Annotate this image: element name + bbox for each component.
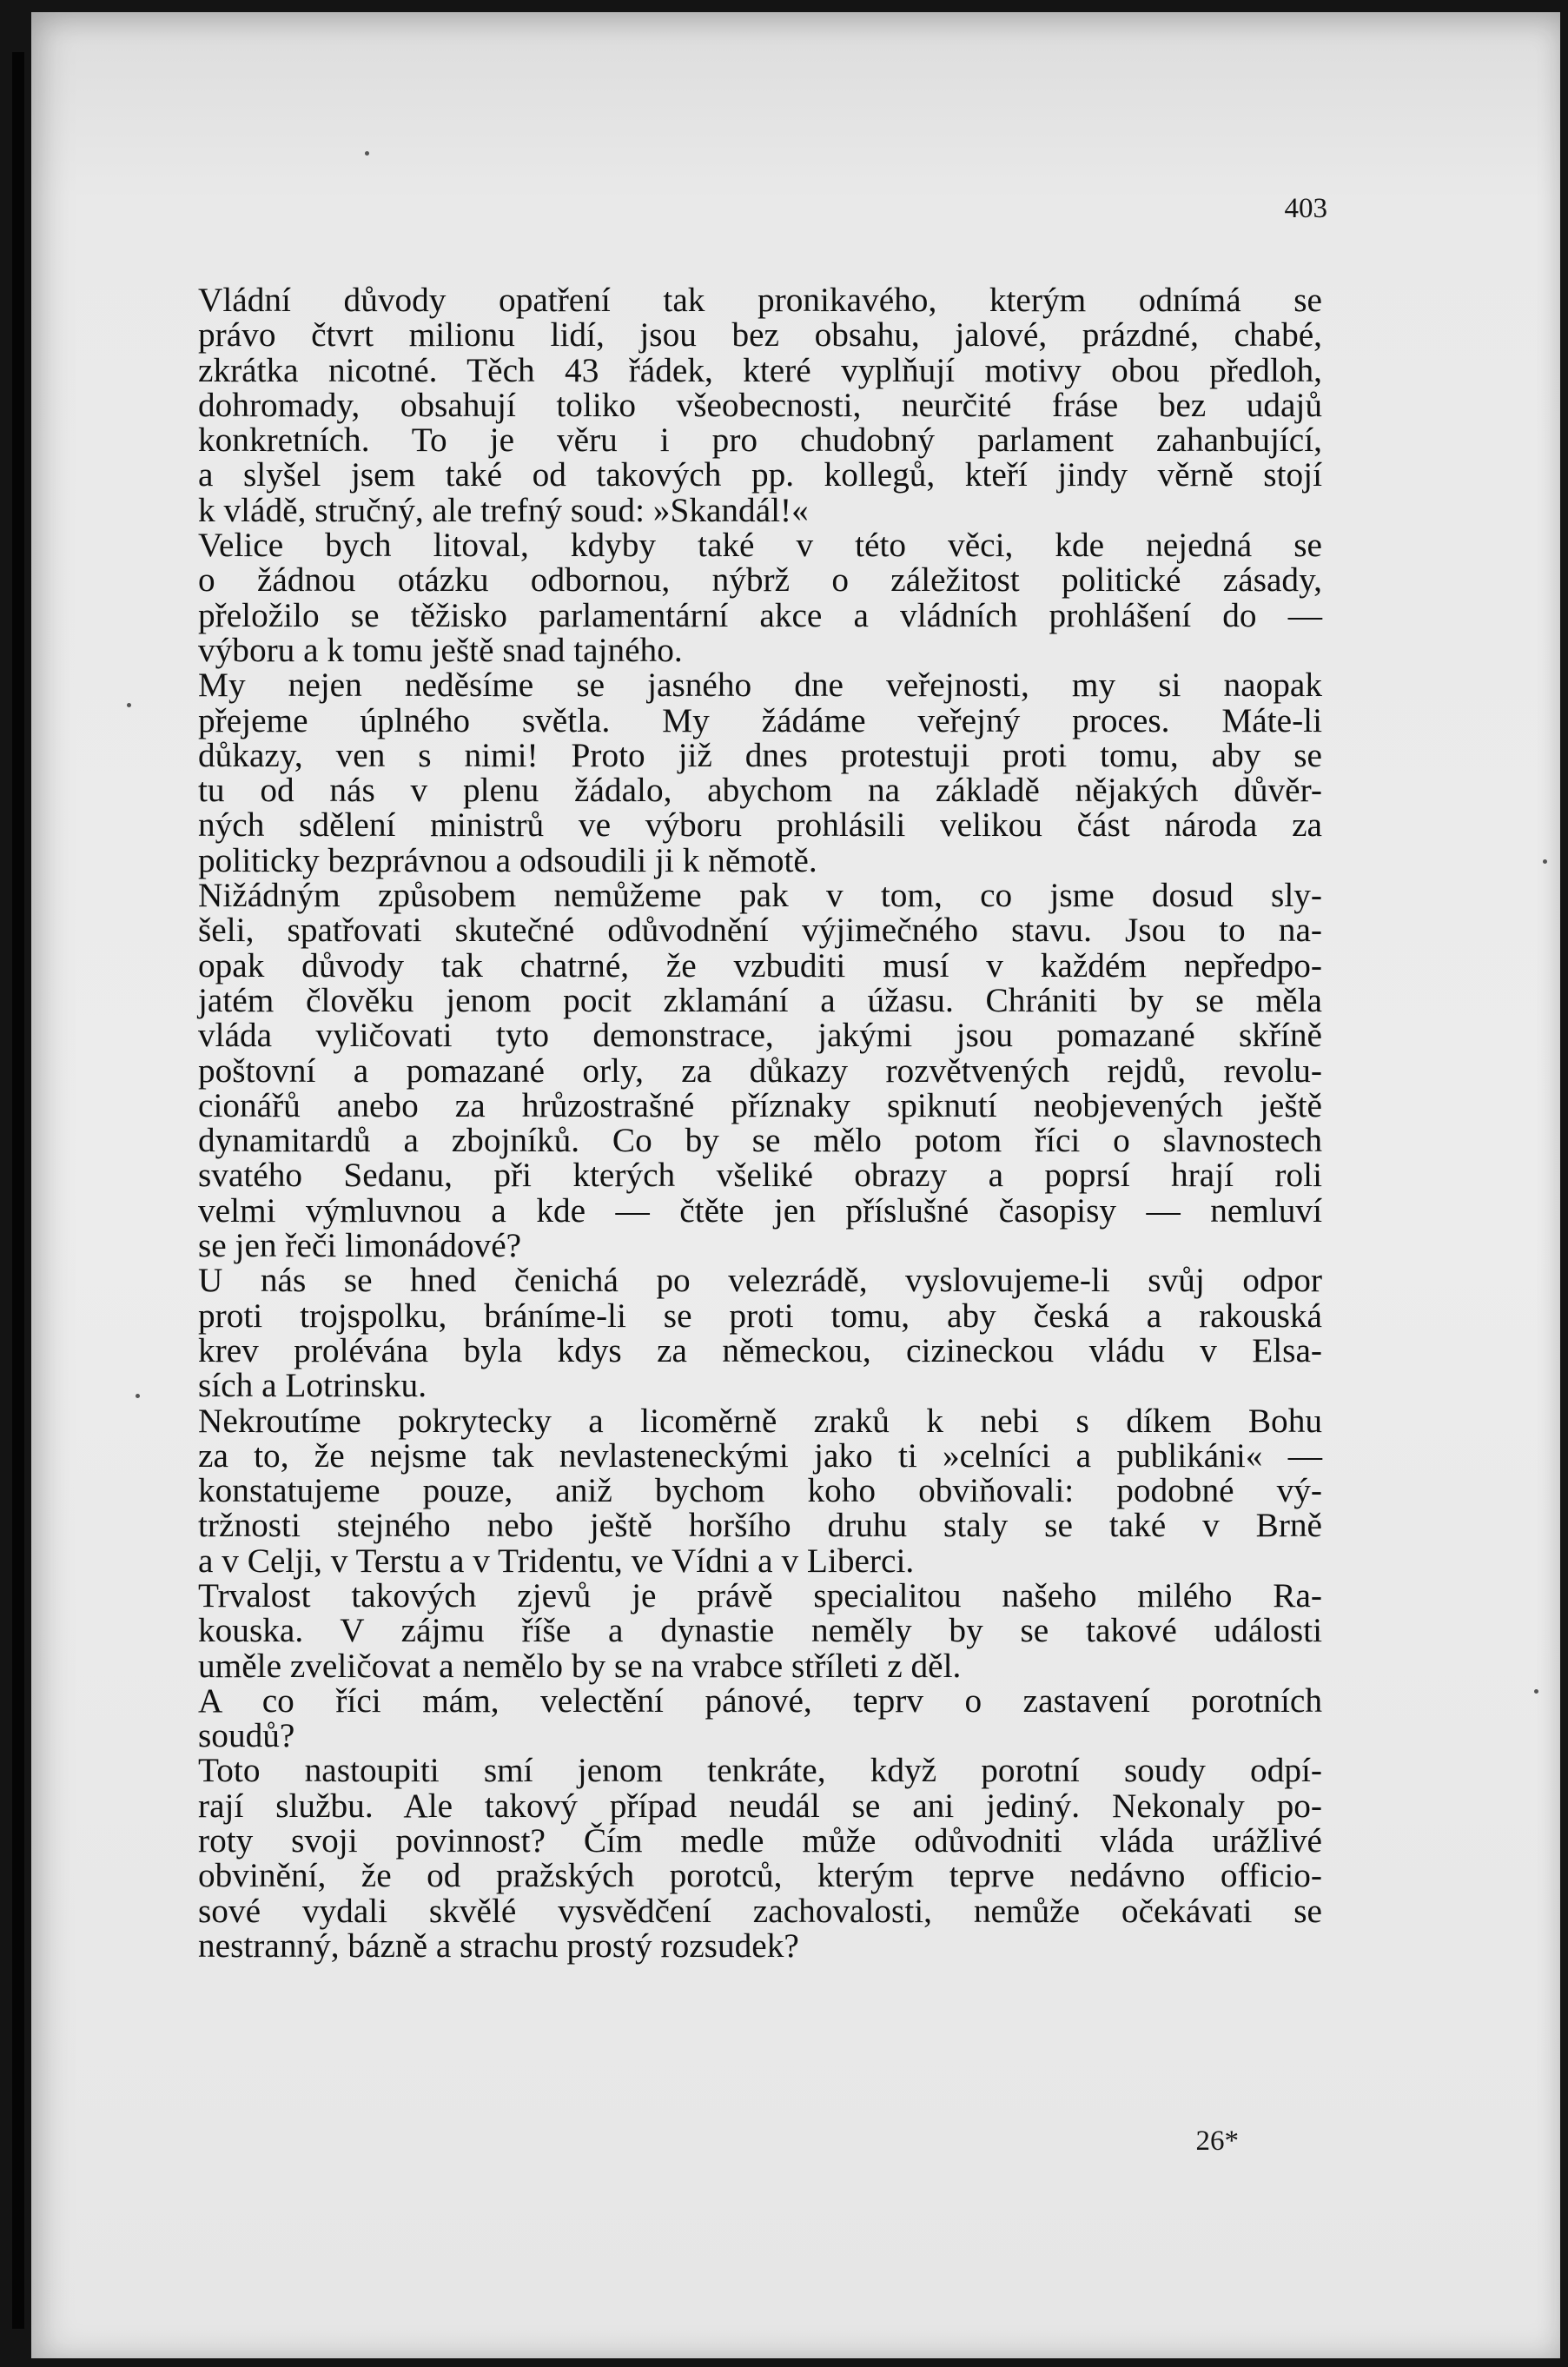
- text-line: proti trojspolku, bráníme-li se proti tomu, aby česká a rakouská: [198, 1296, 1322, 1335]
- text-line: a v Celji, v Terstu a v Tridentu, ve Vídni a v Liberci.: [198, 1541, 915, 1580]
- text-line: šeli, spatřovati skutečné odůvodnění výjimečného stavu. Jsou to na-: [198, 911, 1322, 950]
- text-line: rají službu. Ale takový případ neudál se ani jediný. Nekonaly po-: [198, 1786, 1322, 1825]
- text-line: opak důvody tak chatrné, že vzbuditi musí v každém nepředpo-: [198, 945, 1322, 985]
- text-line: velmi výmluvnou a kde — čtěte jen příslušné časopisy — nemluví: [198, 1190, 1322, 1230]
- text-line: sové vydali skvělé vysvědčení zachovalosti, nemůže očekávati se: [198, 1891, 1322, 1930]
- text-line: Velice bych litoval, kdyby také v této věci, kde nejedná se: [198, 526, 1322, 565]
- paper-speck: [136, 1394, 140, 1398]
- text-line: My nejen neděsíme se jasného dne veřejnosti, my si naopak: [198, 666, 1322, 705]
- text-line: kouska. V zájmu říše a dynastie neměly by se takové události: [198, 1611, 1322, 1650]
- text-line: nestranný, bázně a strachu prostý rozsudek?: [198, 1926, 799, 1965]
- paper-speck: [1534, 1689, 1538, 1694]
- text-line: A co říci mám, velectění pánové, teprv o zastavení porotních: [198, 1681, 1322, 1720]
- text-line: právo čtvrt milionu lidí, jsou bez obsahu, jalové, prázdné, chabé,: [198, 315, 1322, 355]
- text-line: konstatujeme pouze, aniž bychom koho obviňovali: podobné vý-: [198, 1471, 1322, 1510]
- text-line: Nižádným způsobem nemůžeme pak v tom, co jsme dosud sly-: [198, 876, 1322, 915]
- body-text: [198, 282, 1322, 1963]
- text-line: jatém člověku jenom pocit zklamání a úžasu. Chrániti by se měla: [198, 980, 1322, 1019]
- text-line: krev prolévána byla kdys za německou, cizineckou vládu v Elsa-: [198, 1330, 1322, 1369]
- page-number: 403: [1284, 193, 1327, 224]
- text-line: se jen řeči limonádové?: [198, 1226, 522, 1265]
- text-line: výboru a k tomu ještě snad tajného.: [198, 630, 683, 669]
- text-line: o žádnou otázku odbornou, nýbrž o záležitost politické zásady,: [198, 560, 1322, 600]
- text-line: za to, že nejsme tak nevlasteneckými jako ti »celníci a publikáni« —: [198, 1435, 1322, 1475]
- text-line: cionářů anebo za hrůzostrašné příznaky spiknutí neobjevených ještě: [198, 1085, 1322, 1124]
- text-line: obvinění, že od pražských porotců, kterým teprve nedávno officio-: [198, 1856, 1322, 1895]
- text-line: svatého Sedanu, při kterých všeliké obrazy a poprsí hrají roli: [198, 1156, 1322, 1195]
- text-line: tržnosti stejného nebo ještě horšího druhu staly se také v Brně: [198, 1506, 1322, 1545]
- paper-speck: [127, 703, 131, 707]
- text-line: k vládě, stručný, ale trefný soud: »Skandál!«: [198, 490, 809, 529]
- text-line: dohromady, obsahují toliko všeobecnosti, neurčité fráse bez udajů: [198, 385, 1322, 424]
- text-line: soudů?: [198, 1716, 295, 1755]
- paper-speck: [1543, 859, 1547, 864]
- text-line: přeložilo se těžisko parlamentární akce a vládních prohlášení do —: [198, 595, 1322, 634]
- text-line: dynamitardů a zbojníků. Co by se mělo potom říci o slavnostech: [198, 1121, 1322, 1160]
- text-line: a slyšel jsem také od takových pp. kollegů, kteří jindy věrně stojí: [198, 455, 1322, 494]
- paper-speck: [365, 151, 369, 156]
- text-line: důkazy, ven s nimi! Proto již dnes protestuji proti tomu, aby se: [198, 735, 1322, 774]
- text-line: konkretních. To je věru i pro chudobný parlament zahanbující,: [198, 421, 1322, 460]
- text-line: roty svoji povinnost? Čím medle může odůvodniti vláda urážlivé: [198, 1821, 1322, 1860]
- text-line: uměle zveličovat a nemělo by se na vrabce stříleti z děl.: [198, 1646, 962, 1685]
- text-line: zkrátka nicotné. Těch 43 řádek, které vyplňují motivy obou předloh,: [198, 350, 1322, 389]
- text-line: Vládní důvody opatření tak pronikavého, kterým odnímá se: [198, 281, 1322, 319]
- text-line: sích a Lotrinsku.: [198, 1366, 427, 1405]
- text-line: poštovní a pomazané orly, za důkazy rozvětvených rejdů, revolu-: [198, 1051, 1322, 1090]
- signature-mark: 26*: [1195, 2125, 1239, 2157]
- text-line: Toto nastoupiti smí jenom tenkráte, když porotní soudy odpí-: [198, 1751, 1322, 1790]
- text-line: Trvalost takových zjevů je právě specialitou našeho milého Ra-: [198, 1575, 1322, 1614]
- text-line: ných sdělení ministrů ve výboru prohlásili velikou část národa za: [198, 806, 1322, 845]
- text-line: politicky bezprávnou a odsoudili ji k němotě.: [198, 840, 817, 879]
- text-line: U nás se hned čenichá po velezrádě, vyslovujeme-li svůj odpor: [198, 1261, 1322, 1300]
- text-line: tu od nás v plenu žádalo, abychom na základě nějakých důvěr-: [198, 771, 1322, 810]
- binding-spine: [12, 52, 24, 2329]
- text-line: Nekroutíme pokrytecky a licoměrně zraků k nebi s díkem Bohu: [198, 1401, 1322, 1440]
- text-line: přejeme úplného světla. My žádáme veřejný proces. Máte-li: [198, 700, 1322, 739]
- text-line: vláda vyličovati tyto demonstrace, jakými jsou pomazané skříně: [198, 1016, 1322, 1055]
